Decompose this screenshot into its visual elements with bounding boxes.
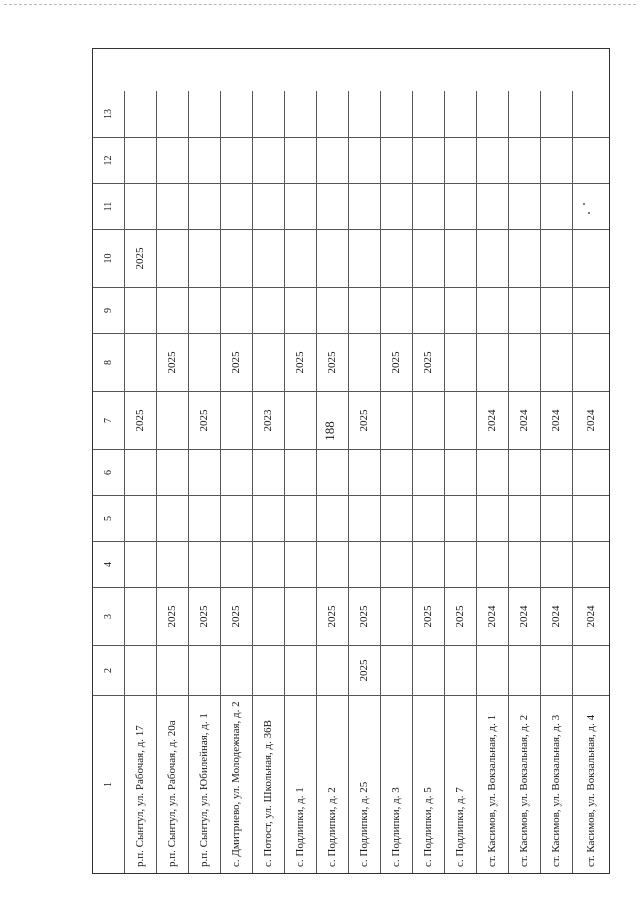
year-cell [509, 287, 541, 333]
year-cell [445, 137, 477, 183]
address-cell: с. Подлипки, д. 7 [445, 695, 477, 873]
year-cell [445, 287, 477, 333]
year-cell [541, 183, 573, 229]
table-header-cell: 3 [93, 587, 125, 645]
year-cell [157, 449, 189, 495]
year-cell [285, 137, 317, 183]
year-cell [221, 391, 253, 449]
scan-edge-line [4, 4, 636, 5]
year-cell [573, 645, 609, 695]
year-cell [381, 229, 413, 287]
year-cell [285, 645, 317, 695]
year-cell [349, 449, 381, 495]
year-cell [573, 287, 609, 333]
year-cell [573, 137, 609, 183]
year-cell [349, 495, 381, 541]
year-cell: 2025 [125, 229, 157, 287]
year-cell [445, 449, 477, 495]
year-cell [477, 183, 509, 229]
year-cell [477, 91, 509, 137]
year-cell [125, 287, 157, 333]
year-cell [413, 541, 445, 587]
year-cell [381, 183, 413, 229]
year-cell [221, 541, 253, 587]
year-cell [317, 229, 349, 287]
address-cell: с. Дмитриево, ул. Молодежная, д. 2 [221, 695, 253, 873]
year-cell [349, 541, 381, 587]
year-cell [317, 645, 349, 695]
year-cell [157, 495, 189, 541]
year-cell [285, 183, 317, 229]
year-cell [477, 333, 509, 391]
year-cell [285, 449, 317, 495]
table-header-cell: 9 [93, 287, 125, 333]
year-cell [285, 587, 317, 645]
year-cell [445, 495, 477, 541]
year-cell [381, 541, 413, 587]
year-cell: 2024 [477, 391, 509, 449]
year-cell: 2025 [189, 587, 221, 645]
address-cell: р.п. Сынтул, ул. Рабочая, д. 20а [157, 695, 189, 873]
year-cell [445, 333, 477, 391]
year-cell: 2024 [509, 391, 541, 449]
year-cell [509, 91, 541, 137]
year-cell [477, 449, 509, 495]
year-cell [189, 449, 221, 495]
year-cell [253, 333, 285, 391]
year-cell [157, 137, 189, 183]
year-cell [157, 91, 189, 137]
year-cell: 2025 [317, 333, 349, 391]
year-cell [317, 91, 349, 137]
year-cell: 2025 [317, 587, 349, 645]
year-cell [253, 495, 285, 541]
year-cell [573, 183, 609, 229]
year-cell [413, 287, 445, 333]
year-cell [413, 183, 445, 229]
year-cell [381, 391, 413, 449]
year-cell [221, 449, 253, 495]
year-cell [349, 137, 381, 183]
year-cell [445, 183, 477, 229]
year-cell [285, 391, 317, 449]
year-cell [349, 183, 381, 229]
year-cell [221, 91, 253, 137]
year-cell [349, 91, 381, 137]
year-cell: 2025 [157, 333, 189, 391]
year-cell [573, 91, 609, 137]
year-cell [413, 391, 445, 449]
year-cell [125, 587, 157, 645]
address-cell: ст. Касимов, ул. Вокзальная, д. 4 [573, 695, 609, 873]
year-cell [253, 287, 285, 333]
table-header-cell: 4 [93, 541, 125, 587]
address-cell: с. Потост, ул. Школьная, д. 36В [253, 695, 285, 873]
year-cell [253, 137, 285, 183]
year-cell [445, 391, 477, 449]
year-cell [477, 645, 509, 695]
year-cell [541, 541, 573, 587]
year-cell [541, 645, 573, 695]
address-cell: ст. Касимов, ул. Вокзальная, д. 2 [509, 695, 541, 873]
year-cell [317, 287, 349, 333]
table-header-cell: 5 [93, 495, 125, 541]
year-cell [413, 645, 445, 695]
address-cell: с. Подлипки, д. 1 [285, 695, 317, 873]
year-cell [157, 541, 189, 587]
table-header-cell: 2 [93, 645, 125, 695]
scan-speck [583, 203, 585, 205]
year-cell: 2025 [413, 333, 445, 391]
year-cell: 2024 [541, 391, 573, 449]
year-cell [221, 229, 253, 287]
year-cell [157, 287, 189, 333]
year-cell [125, 137, 157, 183]
year-cell [381, 495, 413, 541]
year-cell [253, 91, 285, 137]
year-cell [253, 449, 285, 495]
year-cell [285, 229, 317, 287]
year-cell [477, 287, 509, 333]
address-cell: с. Подлипки, д. 5 [413, 695, 445, 873]
year-cell [285, 287, 317, 333]
year-cell [349, 333, 381, 391]
year-cell [125, 541, 157, 587]
year-cell [189, 287, 221, 333]
year-cell: 2025 [445, 587, 477, 645]
year-cell [349, 287, 381, 333]
year-cell: 2025 [125, 391, 157, 449]
address-cell: р.п. Сынтул, ул. Рабочая, д. 17 [125, 695, 157, 873]
year-cell [189, 541, 221, 587]
year-cell [125, 183, 157, 229]
year-cell [317, 449, 349, 495]
year-cell [221, 495, 253, 541]
year-cell [253, 183, 285, 229]
year-cell [317, 541, 349, 587]
table-header-cell: 6 [93, 449, 125, 495]
year-cell [317, 137, 349, 183]
year-cell [189, 91, 221, 137]
year-cell [381, 587, 413, 645]
year-cell [125, 495, 157, 541]
year-cell [509, 645, 541, 695]
year-cell: 2025 [221, 333, 253, 391]
year-cell [573, 495, 609, 541]
year-cell [445, 645, 477, 695]
year-cell [541, 137, 573, 183]
year-cell [541, 495, 573, 541]
year-cell [349, 229, 381, 287]
year-cell [541, 449, 573, 495]
year-cell [253, 541, 285, 587]
year-cell [509, 541, 541, 587]
year-cell: 2024 [477, 587, 509, 645]
year-cell [253, 645, 285, 695]
address-cell: с. Подлипки, д. 3 [381, 695, 413, 873]
year-cell [189, 137, 221, 183]
year-cell [509, 449, 541, 495]
year-cell [477, 229, 509, 287]
year-cell [477, 137, 509, 183]
year-cell [285, 495, 317, 541]
year-cell [189, 645, 221, 695]
year-cell [125, 333, 157, 391]
year-cell [317, 183, 349, 229]
page-number: 188 [322, 421, 337, 441]
year-cell [381, 287, 413, 333]
year-cell: 2025 [381, 333, 413, 391]
year-cell [445, 91, 477, 137]
address-cell: с. Подлипки, д. 2 [317, 695, 349, 873]
year-cell [157, 183, 189, 229]
year-cell [381, 645, 413, 695]
year-cell [509, 229, 541, 287]
year-cell [125, 91, 157, 137]
year-cell [381, 91, 413, 137]
year-cell [413, 91, 445, 137]
year-cell [541, 287, 573, 333]
scan-speck [588, 212, 590, 214]
year-cell: 2025 [413, 587, 445, 645]
year-cell: 2023 [253, 391, 285, 449]
year-cell [253, 587, 285, 645]
year-cell: 2025 [349, 587, 381, 645]
address-cell: р.п. Сынтул, ул. Юбилейная, д. 1 [189, 695, 221, 873]
year-cell [381, 449, 413, 495]
year-cell [573, 229, 609, 287]
year-cell [157, 645, 189, 695]
year-cell [509, 495, 541, 541]
address-cell: с. Подлипки, д. 25 [349, 695, 381, 873]
year-cell [189, 495, 221, 541]
address-cell: ст. Касимов, ул. Вокзальная, д. 1 [477, 695, 509, 873]
year-cell [125, 449, 157, 495]
year-cell [413, 137, 445, 183]
year-cell [157, 391, 189, 449]
year-cell: 2025 [189, 391, 221, 449]
year-cell [541, 229, 573, 287]
year-cell [285, 91, 317, 137]
year-cell [125, 645, 157, 695]
year-cell [541, 91, 573, 137]
year-cell [445, 229, 477, 287]
year-cell [221, 287, 253, 333]
year-cell: 2024 [541, 587, 573, 645]
year-cell [573, 333, 609, 391]
year-cell [445, 541, 477, 587]
year-cell [221, 645, 253, 695]
table-header-cell: 13 [93, 91, 125, 137]
year-cell: 2024 [573, 587, 609, 645]
year-cell [157, 229, 189, 287]
year-cell [477, 495, 509, 541]
year-cell [189, 183, 221, 229]
year-cell [317, 391, 349, 449]
data-table [92, 48, 610, 874]
year-cell: 2024 [509, 587, 541, 645]
table-header-cell: 10 [93, 229, 125, 287]
year-cell [317, 495, 349, 541]
table-header-cell: 8 [93, 333, 125, 391]
year-cell [573, 449, 609, 495]
year-cell [413, 495, 445, 541]
table-header-cell: 7 [93, 391, 125, 449]
year-cell [381, 137, 413, 183]
year-cell: 2025 [285, 333, 317, 391]
year-cell: 2024 [573, 391, 609, 449]
year-cell [189, 333, 221, 391]
year-cell [509, 137, 541, 183]
year-cell: 2025 [349, 391, 381, 449]
year-cell [573, 541, 609, 587]
year-cell [477, 541, 509, 587]
year-cell [413, 229, 445, 287]
year-cell [253, 229, 285, 287]
year-cell [221, 183, 253, 229]
table-header-cell: 11 [93, 183, 125, 229]
year-cell [285, 541, 317, 587]
year-cell [509, 183, 541, 229]
year-cell [221, 137, 253, 183]
table-header-cell: 1 [93, 695, 125, 873]
year-cell [541, 333, 573, 391]
year-cell: 2025 [157, 587, 189, 645]
table-header-cell: 12 [93, 137, 125, 183]
year-cell [413, 449, 445, 495]
year-cell [509, 333, 541, 391]
year-cell: 2025 [221, 587, 253, 645]
address-cell: ст. Касимов, ул. Вокзальная, д. 3 [541, 695, 573, 873]
year-cell: 2025 [349, 645, 381, 695]
year-cell [189, 229, 221, 287]
